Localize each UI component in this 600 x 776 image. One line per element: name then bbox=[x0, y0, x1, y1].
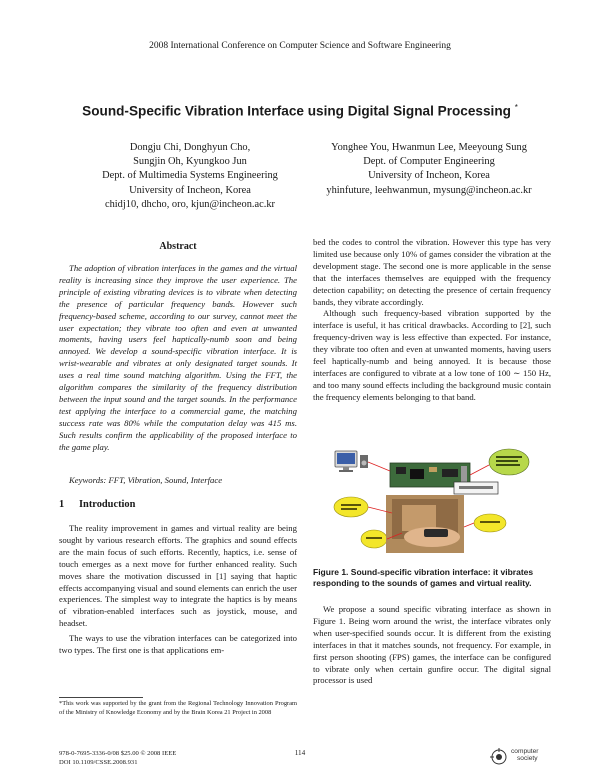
speech-bubble-right bbox=[474, 514, 506, 532]
game-screen-photo bbox=[386, 495, 464, 553]
paper-title-text: Sound-Specific Vibration Interface using Digital Signal Processing bbox=[82, 103, 511, 119]
page-number: 114 bbox=[294, 749, 306, 757]
speech-bubble-top-right bbox=[489, 449, 529, 475]
footer-isbn-line: 978-0-7695-3336-0/08 $25.00 © 2008 IEEE bbox=[59, 750, 177, 757]
footnote-divider bbox=[59, 697, 143, 698]
right-paragraph-2: Although such frequency-based vibration supported by the interface is useful, it has critical drawbacks. According to [2], such frequency-driven way is less effective than expected. For instance, they vibrate too often and even at unwanted moments, having users feel haptically-numb and being annoyed. It is because those interfaces are configured to vibrate at a low tone of 100 ∼ 150 Hz, and too many sound effects including the background music contain the frequency elements belonging to that band. bbox=[313, 308, 551, 402]
dsp-label-box bbox=[454, 482, 498, 494]
affiliation-univ-left: University of Incheon, Korea bbox=[129, 184, 251, 196]
authors-left-block bbox=[80, 141, 300, 212]
paper-title bbox=[0, 103, 600, 119]
author-emails-left: chidj10, dhcho, oro, kjun@incheon.ac.kr bbox=[104, 198, 275, 210]
section-title: Introduction bbox=[79, 499, 136, 510]
figure-1-caption: Figure 1. Sound-specific vibration interface: it vibrates responding to the sounds of games and virtual reality. bbox=[313, 567, 534, 588]
keywords: Keywords: FFT, Vibration, Sound, Interface bbox=[69, 475, 223, 485]
title-footnote-mark: * bbox=[514, 103, 518, 112]
introduction-body bbox=[59, 523, 297, 657]
section-heading-introduction bbox=[59, 499, 135, 510]
speaker-icon bbox=[360, 455, 368, 468]
speech-bubble-bottom-left bbox=[361, 530, 387, 548]
logo-text bbox=[511, 749, 539, 762]
affiliation-univ-right: University of Incheon, Korea bbox=[368, 170, 490, 182]
speech-bubble-left bbox=[334, 497, 368, 517]
author-names-2: Sungjin Oh, Kyungkoo Jun bbox=[133, 156, 247, 168]
author-names-1: Dongju Chi, Donghyun Cho, bbox=[129, 142, 251, 153]
right-paragraph-1: bed the codes to control the vibration. However this type has very limited use because only 10% of games consider the vibration at the development stage. The second one is more applicable in the sense that the interfaces themselves are equipped with the frequency detection capability; on detecting the presence of certain frequency bands, they vibrate accordingly. bbox=[313, 237, 551, 307]
abstract-heading: Abstract bbox=[159, 241, 197, 252]
footnote: *This work was supported by the grant from the Regional Technology Innovation Program of the Ministry of Knowledge Economy and by the Brain Korea 21 Project in 2008 bbox=[59, 700, 297, 716]
authors-right-block bbox=[307, 141, 551, 198]
computer-society-icon bbox=[489, 747, 509, 767]
author-names-3: Yonghee You, Hwanmun Lee, Meeyoung Sung bbox=[331, 142, 527, 153]
footer-doi-line: DOI 10.1109/CSSE.2008.931 bbox=[59, 759, 138, 766]
section-number: 1 bbox=[59, 499, 65, 510]
intro-paragraph-1: The reality improvement in games and virtual reality are being sought by various research efforts. The graphics and sound effects are the main focus of such efforts. Recently, haptics, i.e. sense of touch emerges as a next move for further enhanced reality. Such moves share the motivation discussed in [1] saying that haptic effects accompanying visual and sound elements can enrich the user experiences. The simplest way to integrate the haptics is by means of vibration-enabled interfaces such as joystick, mouse, and headset. bbox=[59, 523, 297, 629]
figure-1-illustration bbox=[332, 445, 532, 557]
logo-text-computer: computer bbox=[511, 748, 539, 755]
conference-header: 2008 International Conference on Computer Science and Software Engineering bbox=[149, 41, 451, 51]
logo-text-society: society bbox=[517, 754, 538, 762]
abstract-text: The adoption of vibration interfaces in the games and the virtual reality is increasing since they improve the user experience. The principle of existing vibrating devices is to vibrate when detecting the presence of particular frequency bands. However such frequency-based scheme, according to our survey, cannot meet the user expectation; they vibrate too often and even at unwanted moments, having users feel haptically-numb soon and being annoyed. We develop a sound-specific vibration interface. It is wrist-wearable and vibrates at only designated target sounds. It uses a real time sound matching algorithm. Using the FFT, the algorithm compares the similarity of the frequency distribution between the input sound and the target sounds. In the performance test applying the interface to a commercial game, the matching success rate was 80% while the computation delay was 415 ms. Such results confirm the applicability of the proposed interface to the game play. bbox=[59, 263, 297, 452]
intro-paragraph-2: The ways to use the vibration interfaces can be categorized into two types. The first one is that applications em- bbox=[59, 633, 297, 656]
affiliation-dept-right: Dept. of Computer Engineering bbox=[363, 156, 495, 168]
author-emails-right: yhinfuture, leehwanmun, mysung@incheon.ac.kr bbox=[326, 184, 532, 196]
ieee-computer-society-logo bbox=[489, 745, 551, 767]
right-paragraph-3: We propose a sound specific vibrating interface as shown in Figure 1. Being worn around the wrist, the interface vibrates only when user-specified sounds occur. It is different from the existing interfaces in that it matches sounds, not frequency. For example, in first person shooting (FPS) games, the interface can be configured to vibrate only when certain gunfire occur. The digital signal processor is used bbox=[313, 604, 551, 686]
affiliation-dept-left: Dept. of Multimedia Systems Engineering bbox=[102, 170, 278, 182]
right-column-top bbox=[313, 237, 551, 404]
